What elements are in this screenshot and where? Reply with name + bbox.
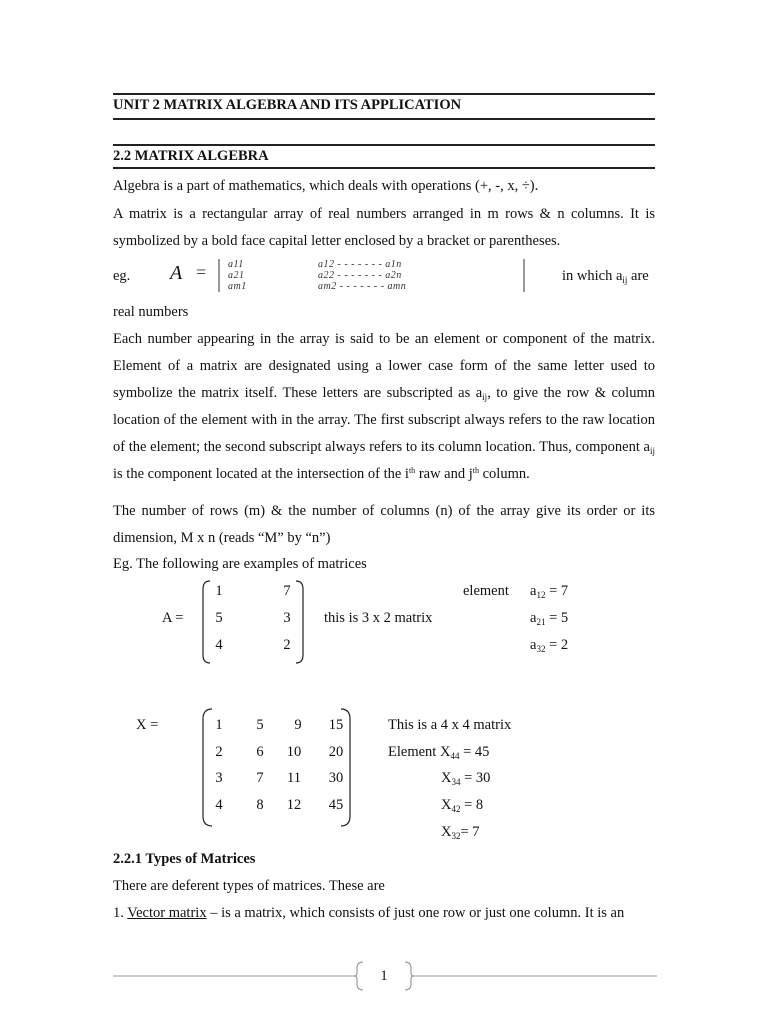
matrix-a-element: $a_{12} = 7$ — [530, 583, 569, 600]
eg-cell: a11 — [228, 259, 244, 270]
matrix-x-cell: 8 — [256, 797, 264, 813]
eg-cell: am2 - - - - - - - amn — [318, 281, 407, 292]
matrix-a-description: this is 3 x 2 matrix — [324, 610, 433, 626]
page-number: 1 — [380, 968, 388, 984]
matrix-x-element: $X_{32}= 7$ — [441, 824, 480, 841]
matrix-x-cell: 5 — [256, 717, 264, 733]
matrix-x-element: $X_{42} = 8$ — [441, 797, 484, 814]
matrix-x-cell: 4 — [215, 797, 223, 813]
matrix-x-cell: 1 — [215, 717, 223, 733]
matrix-x-cell: 20 — [328, 744, 344, 760]
eg-bracket-right — [523, 259, 527, 293]
matrix-a-element-label: element — [463, 583, 509, 599]
eg-equals: = — [196, 262, 207, 282]
matrix-x-cell: 6 — [256, 744, 264, 760]
types-heading: 2.2.1 Types of Matrices — [113, 851, 256, 867]
matrix-a-element: $a_{32} = 2$ — [530, 637, 569, 654]
matrix-x-element: Element $X_{44} = 45$ — [388, 744, 490, 761]
examples-intro: Eg. The following are examples of matrices — [113, 556, 367, 572]
eg-cell: a22 - - - - - - - a2n — [318, 270, 402, 281]
eg-label: eg. — [113, 268, 131, 284]
section-title: 2.2 MATRIX ALGEBRA — [113, 148, 269, 164]
paragraph-matrix-definition: A matrix is a rectangular array of real numbers arranged in m rows & n columns. It is symbolized by a bold face capital letter enclosed by a bracket or parentheses. — [113, 206, 655, 249]
title-rule-bottom — [113, 118, 655, 120]
matrix-x-label: X = — [136, 717, 159, 733]
matrix-a-cell: 1 — [215, 583, 223, 599]
real-numbers-text: real numbers — [113, 304, 189, 320]
section-rule-top — [113, 144, 655, 146]
paragraph-order: The number of rows (m) & the number of columns (n) of the array give its order or its dimension, M x n (reads “M” by “n”) — [113, 503, 655, 546]
matrix-x-cell: 11 — [287, 770, 301, 786]
matrix-a-cell: 4 — [215, 637, 223, 653]
title-rule-top — [113, 93, 655, 95]
in-which-text: in which $a_{ij}$ are — [562, 268, 649, 285]
eg-cell: a21 — [228, 270, 245, 281]
matrix-x-cell: 30 — [328, 770, 344, 786]
section-rule-bottom — [113, 167, 655, 169]
matrix-a-cell: 7 — [283, 583, 291, 599]
matrix-x-cell: 12 — [286, 797, 302, 813]
matrix-a-cell: 5 — [215, 610, 223, 626]
matrix-x-cell: 7 — [256, 770, 264, 786]
matrix-x-cell: 3 — [215, 770, 223, 786]
eg-bracket-left — [218, 259, 222, 293]
matrix-a-cell: 2 — [283, 637, 291, 653]
eg-cell: am1 — [228, 281, 247, 292]
matrix-x-cell: 2 — [215, 744, 223, 760]
matrix-a-element: $a_{21} = 5$ — [530, 610, 569, 627]
unit-title: UNIT 2 MATRIX ALGEBRA AND ITS APPLICATION — [113, 97, 462, 113]
matrix-a-label: A = — [162, 610, 184, 626]
vector-matrix-term: Vector matrix — [127, 905, 207, 921]
matrix-x-description: This is a 4 x 4 matrix — [388, 717, 512, 733]
types-intro: There are deferent types of matrices. These are — [113, 878, 385, 894]
paragraph-algebra: Algebra is a part of mathematics, which deals with operations (+, -, x, ÷). — [113, 178, 539, 194]
matrix-a-cell: 3 — [283, 610, 291, 626]
paragraph-elements: Each number appearing in the array is said to be an element or component of the matrix. Element of a matrix are designated using a lower case form of the same letter used to symbolize the matrix itself. These letters are subscripted as $a_{ij}$, to give the row & column location of the element with in the array. The first subscript always refers to the raw location of the element; the second subscript always refers to its column location. Thus, component $a_{ij}$ is the component located at the intersection of the $i^{th}$ raw and $j^{th}$ column. — [113, 331, 655, 482]
vector-matrix-item: 1. Vector matrix – is a matrix, which consists of just one row or just one column. It is an — [113, 905, 625, 921]
matrix-x-cell: 10 — [286, 744, 302, 760]
eg-cell: a12 - - - - - - - a1n — [318, 259, 402, 270]
matrix-x-cell: 9 — [294, 717, 302, 733]
matrix-x-cell: 15 — [328, 717, 344, 733]
matrix-x-element: $X_{34} = 30$ — [441, 770, 491, 787]
eg-matrix-name: A — [170, 262, 183, 284]
matrix-x-cell: 45 — [328, 797, 344, 813]
